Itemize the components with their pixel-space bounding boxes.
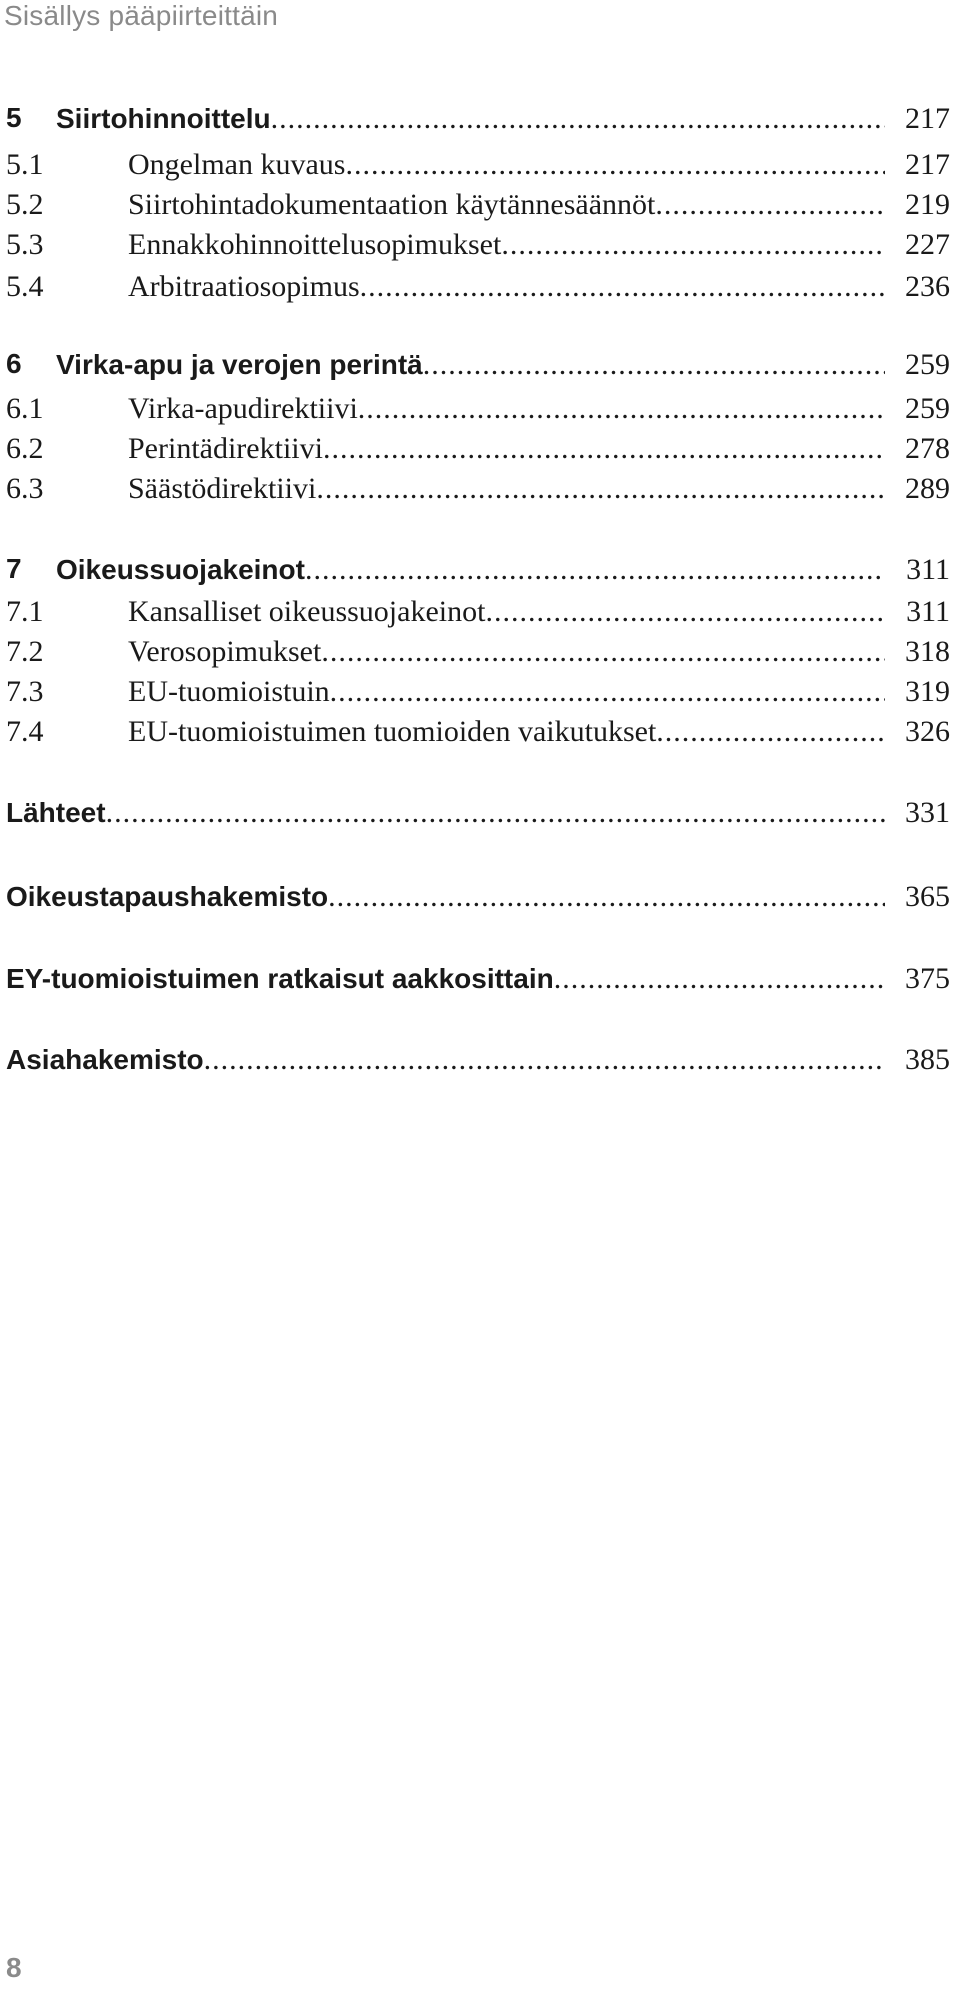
toc-entry-page-number: 311	[906, 595, 950, 628]
toc-entry-title-line	[128, 188, 885, 222]
dot-leader	[423, 348, 885, 382]
toc-entry-page-number: 319	[905, 675, 950, 708]
toc-entry-title-line	[6, 962, 885, 996]
toc-entry-page-number: 236	[905, 270, 950, 303]
dot-leader	[321, 635, 885, 669]
toc-entry-page-number: 326	[905, 715, 950, 748]
toc-section-entry[interactable]	[0, 270, 960, 310]
dot-leader	[656, 715, 885, 749]
toc-chapter-entry[interactable]	[0, 553, 960, 593]
toc-entry-title: Arbitraatiosopimus	[128, 270, 360, 303]
toc-entry-page-number: 311	[906, 553, 950, 586]
toc-entry-title-line	[128, 432, 885, 466]
toc-entry-title: Siirtohinnoittelu	[56, 103, 271, 134]
toc-entry-title: Lähteet	[6, 797, 106, 828]
toc-entry-title: Virka-apudirektiivi	[128, 392, 358, 425]
dot-leader	[305, 553, 885, 587]
dot-leader	[501, 228, 885, 262]
toc-entry-number: 7	[6, 553, 22, 584]
toc-entry-title: Verosopimukset	[128, 635, 322, 668]
dot-leader	[554, 962, 885, 996]
toc-entry-page-number: 318	[905, 635, 950, 668]
toc-chapter-entry[interactable]	[0, 880, 960, 920]
dot-leader	[485, 595, 885, 629]
page-number: 8	[6, 1952, 22, 1983]
toc-entry-page-number: 219	[905, 188, 950, 221]
toc-chapter-entry[interactable]	[0, 962, 960, 1002]
toc-entry-title: Virka-apu ja verojen perintä	[56, 349, 423, 380]
toc-entry-title-line	[128, 392, 885, 426]
toc-entry-title-line	[56, 553, 885, 587]
toc-entry-page-number: 217	[905, 148, 950, 181]
toc-entry-title: Siirtohintadokumentaation käytännesäännöt	[128, 188, 656, 221]
toc-entry-number: 7.2	[6, 635, 44, 668]
toc-entry-title-line	[56, 102, 885, 136]
toc-entry-title-line	[128, 472, 885, 506]
toc-section-entry[interactable]	[0, 635, 960, 675]
toc-entry-title: Kansalliset oikeussuojakeinot	[128, 595, 486, 628]
toc-entry-number: 6.3	[6, 472, 44, 505]
toc-section-entry[interactable]	[0, 595, 960, 635]
toc-entry-page-number: 278	[905, 432, 950, 465]
toc-section-entry[interactable]	[0, 392, 960, 432]
toc-entry-number: 6.2	[6, 432, 44, 465]
dot-leader	[106, 796, 885, 830]
toc-chapter-entry[interactable]	[0, 1043, 960, 1083]
toc-entry-title: Oikeustapaushakemisto	[6, 881, 329, 912]
toc-entry-title: EY-tuomioistuimen ratkaisut aakkosittain	[6, 963, 554, 994]
toc-entry-title-line	[128, 715, 885, 749]
toc-entry-title: EU-tuomioistuin	[128, 675, 330, 708]
dot-leader	[330, 675, 885, 709]
toc-entry-number: 6.1	[6, 392, 44, 425]
toc-entry-page-number: 331	[905, 796, 950, 829]
toc-section-entry[interactable]	[0, 188, 960, 228]
toc-entry-page-number: 259	[905, 392, 950, 425]
toc-section-entry[interactable]	[0, 148, 960, 188]
toc-entry-title-line	[128, 595, 885, 629]
toc-entry-number: 5	[6, 102, 22, 133]
toc-entry-number: 5.4	[6, 270, 44, 303]
toc-chapter-entry[interactable]	[0, 102, 960, 142]
toc-entry-page-number: 227	[905, 228, 950, 261]
toc-entry-title-line	[6, 880, 885, 914]
toc-entry-title: EU-tuomioistuimen tuomioiden vaikutukset	[128, 715, 657, 748]
toc-entry-page-number: 385	[905, 1043, 950, 1076]
dot-leader	[204, 1043, 885, 1077]
toc-entry-page-number: 217	[905, 102, 950, 135]
toc-entry-title-line	[128, 635, 885, 669]
toc-entry-title: Oikeussuojakeinot	[56, 554, 305, 585]
toc-entry-title-line	[128, 270, 885, 304]
toc-entry-number: 7.4	[6, 715, 44, 748]
dot-leader	[360, 270, 885, 304]
toc-entry-title: Ennakkohinnoittelusopimukset	[128, 228, 502, 261]
toc-entry-number: 7.1	[6, 595, 44, 628]
toc-entry-title: Ongelman kuvaus	[128, 148, 346, 181]
toc-entry-title: Perintädirektiivi	[128, 432, 323, 465]
dot-leader	[328, 880, 885, 914]
toc-entry-number: 6	[6, 348, 22, 379]
toc-entry-title-line	[6, 1043, 885, 1077]
toc-entry-title: Säästödirektiivi	[128, 472, 317, 505]
toc-entry-title-line	[128, 148, 885, 182]
dot-leader	[345, 148, 885, 182]
toc-entry-page-number: 259	[905, 348, 950, 381]
toc-chapter-entry[interactable]	[0, 348, 960, 388]
toc-entry-number: 5.1	[6, 148, 44, 181]
dot-leader	[323, 432, 885, 466]
toc-entry-number: 7.3	[6, 675, 44, 708]
toc-entry-title: Asiahakemisto	[6, 1044, 204, 1075]
toc-section-entry[interactable]	[0, 228, 960, 268]
toc-section-entry[interactable]	[0, 675, 960, 715]
toc-entry-page-number: 365	[905, 880, 950, 913]
toc-entry-title-line	[6, 796, 885, 830]
dot-leader	[316, 472, 885, 506]
toc-entry-page-number: 375	[905, 962, 950, 995]
dot-leader	[655, 188, 885, 222]
toc-entry-title-line	[128, 228, 885, 262]
toc-section-entry[interactable]	[0, 432, 960, 472]
toc-section-entry[interactable]	[0, 472, 960, 512]
toc-chapter-entry[interactable]	[0, 796, 960, 836]
toc-entry-title-line	[128, 675, 885, 709]
toc-entry-title-line	[56, 348, 885, 382]
dot-leader	[358, 392, 885, 426]
toc-entry-number: 5.2	[6, 188, 44, 221]
toc-entry-number: 5.3	[6, 228, 44, 261]
toc-entry-page-number: 289	[905, 472, 950, 505]
toc-section-entry[interactable]	[0, 715, 960, 755]
running-head: Sisällys pääpiirteittäin	[4, 0, 279, 31]
dot-leader	[271, 102, 885, 136]
